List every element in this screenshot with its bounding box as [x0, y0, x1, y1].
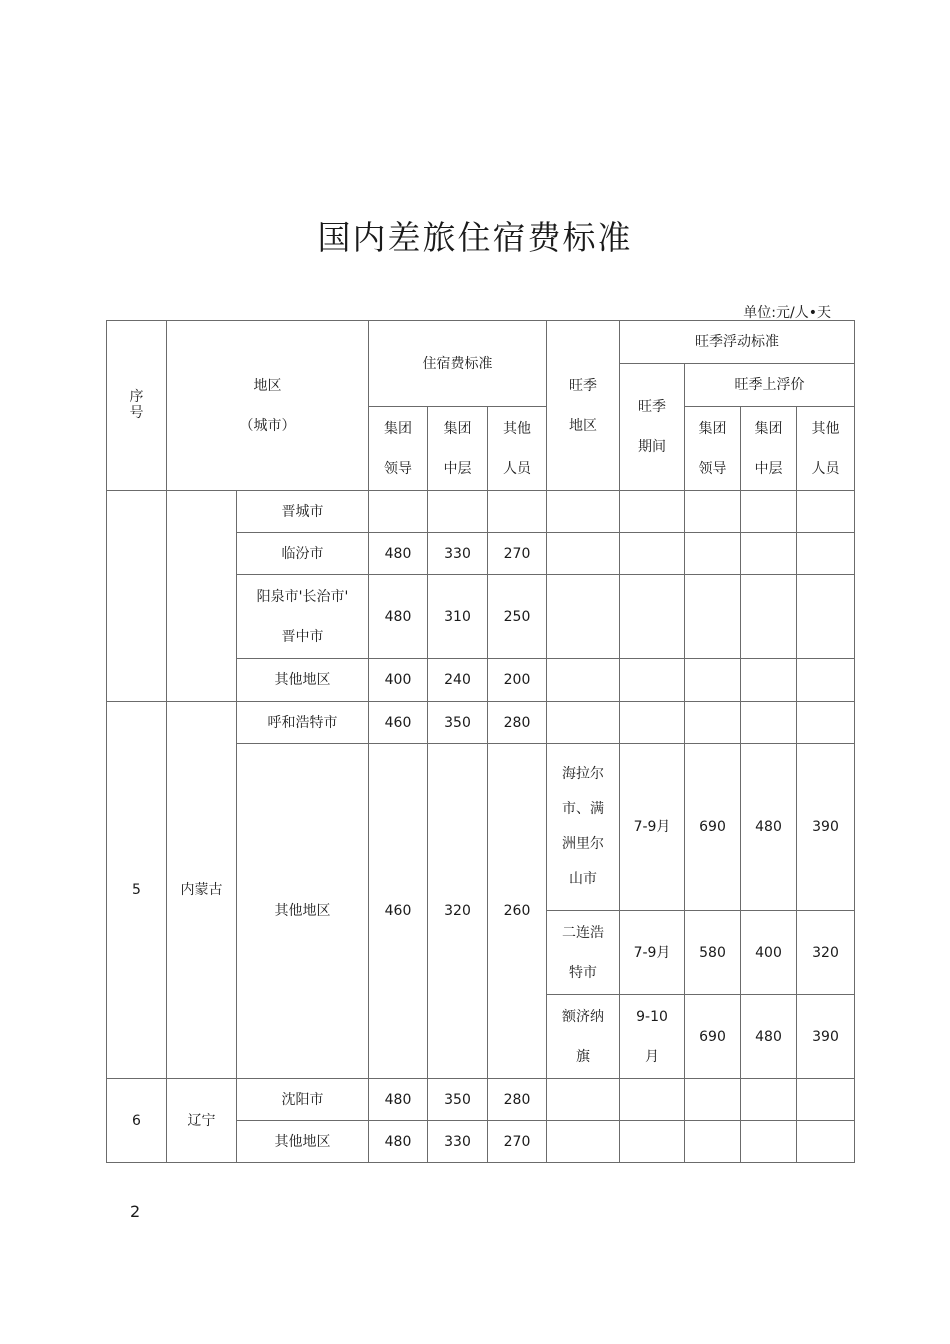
peak-region-cell: 海拉尔市、满洲里尔山市 — [547, 744, 620, 911]
other-cell: 200 — [488, 659, 547, 702]
page-title: 国内差旅住宿费标准 — [317, 218, 633, 257]
province-cell — [167, 491, 237, 702]
peak-other-header: 其他 人员 — [797, 407, 855, 491]
mid-cell: 330 — [428, 1121, 488, 1163]
peak-region-cell: 额济纳旗 — [547, 995, 620, 1079]
lead-header: 集团 领导 — [369, 407, 428, 491]
peak-mid-header: 集团 中层 — [741, 407, 797, 491]
seq-cell: 5 — [107, 702, 167, 1079]
mid-cell: 350 — [428, 702, 488, 744]
lead-cell: 480 — [369, 1121, 428, 1163]
peak-other-cell: 320 — [797, 911, 855, 995]
peak-mid-cell: 480 — [741, 744, 797, 911]
peak-mid-cell: 400 — [741, 911, 797, 995]
city-cell: 其他地区 — [237, 659, 369, 702]
unit-label: 单位:元/人•天 — [743, 305, 831, 321]
peak-uprise-header: 旺季上浮价 — [685, 364, 855, 407]
province-cell: 辽宁 — [167, 1079, 237, 1163]
other-cell: 280 — [488, 702, 547, 744]
city-cell: 晋城市 — [237, 491, 369, 533]
table-row — [107, 491, 855, 533]
peak-period-cell: 7-9月 — [620, 911, 685, 995]
table-row — [107, 1079, 855, 1121]
seq-cell: 6 — [107, 1079, 167, 1163]
mid-cell: 310 — [428, 575, 488, 659]
lead-cell: 480 — [369, 533, 428, 575]
city-cell: 沈阳市 — [237, 1079, 369, 1121]
mid-cell: 330 — [428, 533, 488, 575]
table-row — [107, 702, 855, 744]
province-cell: 内蒙古 — [167, 702, 237, 1079]
peak-lead-header: 集团 领导 — [685, 407, 741, 491]
peak-mid-cell: 480 — [741, 995, 797, 1079]
peak-period-cell: 7-9月 — [620, 744, 685, 911]
peak-lead-cell: 690 — [685, 995, 741, 1079]
mid-cell: 320 — [428, 744, 488, 1079]
lead-cell: 460 — [369, 744, 428, 1079]
city-cell: 其他地区 — [237, 1121, 369, 1163]
city-cell: 呼和浩特市 — [237, 702, 369, 744]
lodging-header: 住宿费标准 — [369, 321, 547, 407]
other-cell: 260 — [488, 744, 547, 1079]
city-cell: 阳泉市'长治市' 晋中市 — [237, 575, 369, 659]
lead-cell: 400 — [369, 659, 428, 702]
city-cell: 临汾市 — [237, 533, 369, 575]
other-cell: 270 — [488, 1121, 547, 1163]
peak-region-cell: 二连浩特市 — [547, 911, 620, 995]
lead-cell: 480 — [369, 1079, 428, 1121]
lodging-standard-table — [106, 320, 855, 1163]
other-cell: 270 — [488, 533, 547, 575]
peak-period-cell: 9-10月 — [620, 995, 685, 1079]
seq-cell — [107, 491, 167, 702]
other-cell: 280 — [488, 1079, 547, 1121]
mid-header: 集团 中层 — [428, 407, 488, 491]
city-cell: 其他地区 — [237, 744, 369, 1079]
lead-cell: 460 — [369, 702, 428, 744]
page-number: 2 — [130, 1202, 141, 1221]
peak-period-header: 旺季 期间 — [620, 364, 685, 491]
other-cell: 250 — [488, 575, 547, 659]
header-row-1 — [107, 321, 855, 364]
peak-other-cell: 390 — [797, 744, 855, 911]
region-header: 地区 （城市） — [167, 321, 369, 491]
mid-cell: 350 — [428, 1079, 488, 1121]
mid-cell: 240 — [428, 659, 488, 702]
peak-lead-cell: 580 — [685, 911, 741, 995]
peak-region-header: 旺季 地区 — [547, 321, 620, 491]
peak-other-cell: 390 — [797, 995, 855, 1079]
peak-lead-cell: 690 — [685, 744, 741, 911]
other-header: 其他 人员 — [488, 407, 547, 491]
lead-cell: 480 — [369, 575, 428, 659]
peak-float-header: 旺季浮动标准 — [620, 321, 855, 364]
seq-header: 序号 — [107, 321, 167, 491]
